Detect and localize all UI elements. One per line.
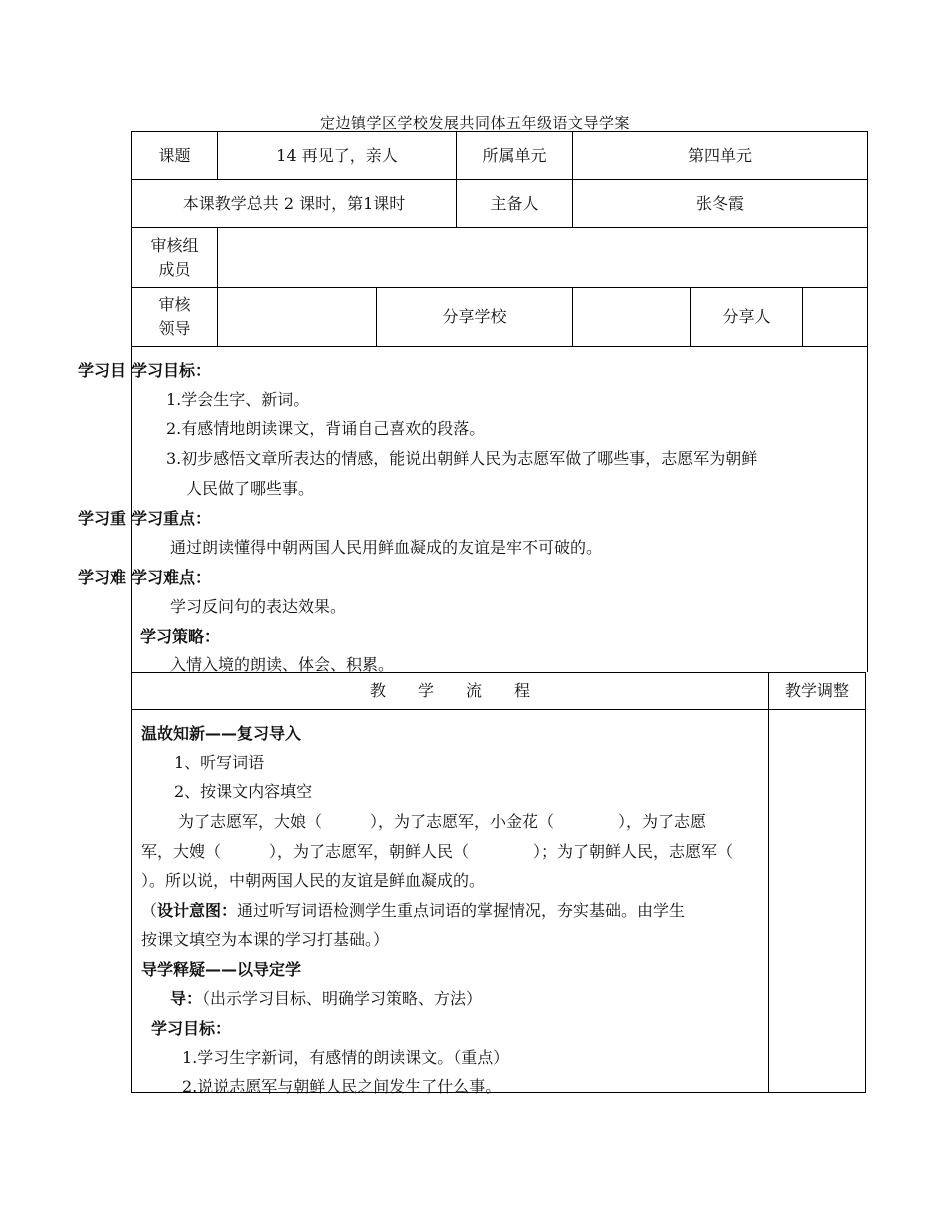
lesson-value: 14 再见了，亲人 [218,132,457,180]
review-group-value [218,228,868,288]
flow-header: 教 学 流 程 [369,681,530,700]
review-item-1: 1、听写词语 [174,753,265,772]
guide-text: （出示学习目标、明确学习策略、方法） [202,989,483,1008]
design-intent-text: 通过听写词语检测学生重点词语的掌握情况，夯实基础。由学生 [237,901,686,920]
unit-label: 所属单元 [457,132,573,180]
header-divider [132,709,865,710]
strategy-text: 入情入境的朗读、体会、积累。 [170,655,395,674]
periods-text: 本课教学总共 2 课时，第1课时 [132,180,457,228]
review-group-label [132,228,218,288]
adjust-header: 教学调整 [784,681,849,700]
difficulty-text: 学习反问句的表达效果。 [170,597,347,616]
section-guide-title: 导学释疑——以导定学 [141,960,302,979]
design-intent-line-2: 按课文填空为本课的学习打基础。） [141,930,390,949]
section-review-title: 温故知新——复习导入 [141,724,302,743]
review-leader-label-line1: 审核 [158,295,191,314]
fill-blank-line-3: ）。所以说，中朝两国人民的友谊是鲜血凝成的。 [141,871,486,890]
design-intent-line-1 [141,898,685,921]
goal-item-3-cont: 人民做了哪些事。 [186,479,315,498]
difficulty-side-label: 学习难 [78,568,127,587]
periods-row [132,180,868,228]
design-intent-label: 设计意图： [157,901,238,920]
goals-heading: 学习目标： [131,361,212,380]
goal-item-3: 3.初步感悟文章所表达的情感，能说出朝鲜人民为志愿军做了哪些事，志愿军为朝鲜 [166,449,758,468]
goal-item-1: 1.学会生字、新词。 [166,390,310,409]
flow-goal-2: 2.说说志愿军与朝鲜人民之间发生了什么事。 [182,1077,502,1096]
review-leader-value [218,288,377,347]
document-title: 定边镇学区学校发展共同体五年级语文导学案 [319,114,630,132]
unit-value: 第四单元 [573,132,868,180]
key-text: 通过朗读懂得中朝两国人民用鲜血凝成的友谊是牢不可破的。 [170,538,603,557]
strategy-heading: 学习策略： [140,627,221,646]
flow-goal-1: 1.学习生字新词，有感情的朗读课文。（重点） [182,1048,510,1067]
key-heading: 学习重点： [131,509,212,528]
guide-line [170,986,482,1009]
review-leader-row [132,288,868,347]
share-person-value [803,288,868,347]
review-item-2: 2、按课文内容填空 [174,782,313,801]
flow-goals-heading: 学习目标： [151,1019,232,1038]
guide-label: 导： [170,989,203,1008]
share-school-value [573,288,691,347]
teaching-flow-table [131,672,866,1096]
share-school-label: 分享学校 [377,288,573,347]
review-leader-label-line2: 领导 [158,319,191,338]
design-open-paren: （ [141,901,158,920]
lesson-row [132,132,868,180]
share-person-label: 分享人 [691,288,803,347]
goal-item-2: 2.有感情地朗读课文，背诵自己喜欢的段落。 [166,419,486,438]
preparer-value: 张冬霞 [573,180,868,228]
column-divider [768,673,769,1092]
difficulty-heading: 学习难点： [131,568,212,587]
goals-side-label: 学习目 [78,361,127,380]
lesson-info-table [131,131,868,347]
key-side-label: 学习重 [78,509,127,528]
review-group-label-line2: 成员 [158,259,191,279]
fill-blank-line-1: 为了志愿军，大娘（ ），为了志愿军，小金花（ ），为了志愿 [178,812,707,831]
preparer-label: 主备人 [457,180,573,228]
review-leader-label [132,288,218,347]
fill-blank-line-2: 军，大嫂（ ），为了志愿军，朝鲜人民（ ）；为了朝鲜人民，志愿军（ [141,842,734,861]
lesson-label: 课题 [132,132,218,180]
review-group-row [132,228,868,288]
review-group-label-line1: 审核组 [150,235,199,255]
